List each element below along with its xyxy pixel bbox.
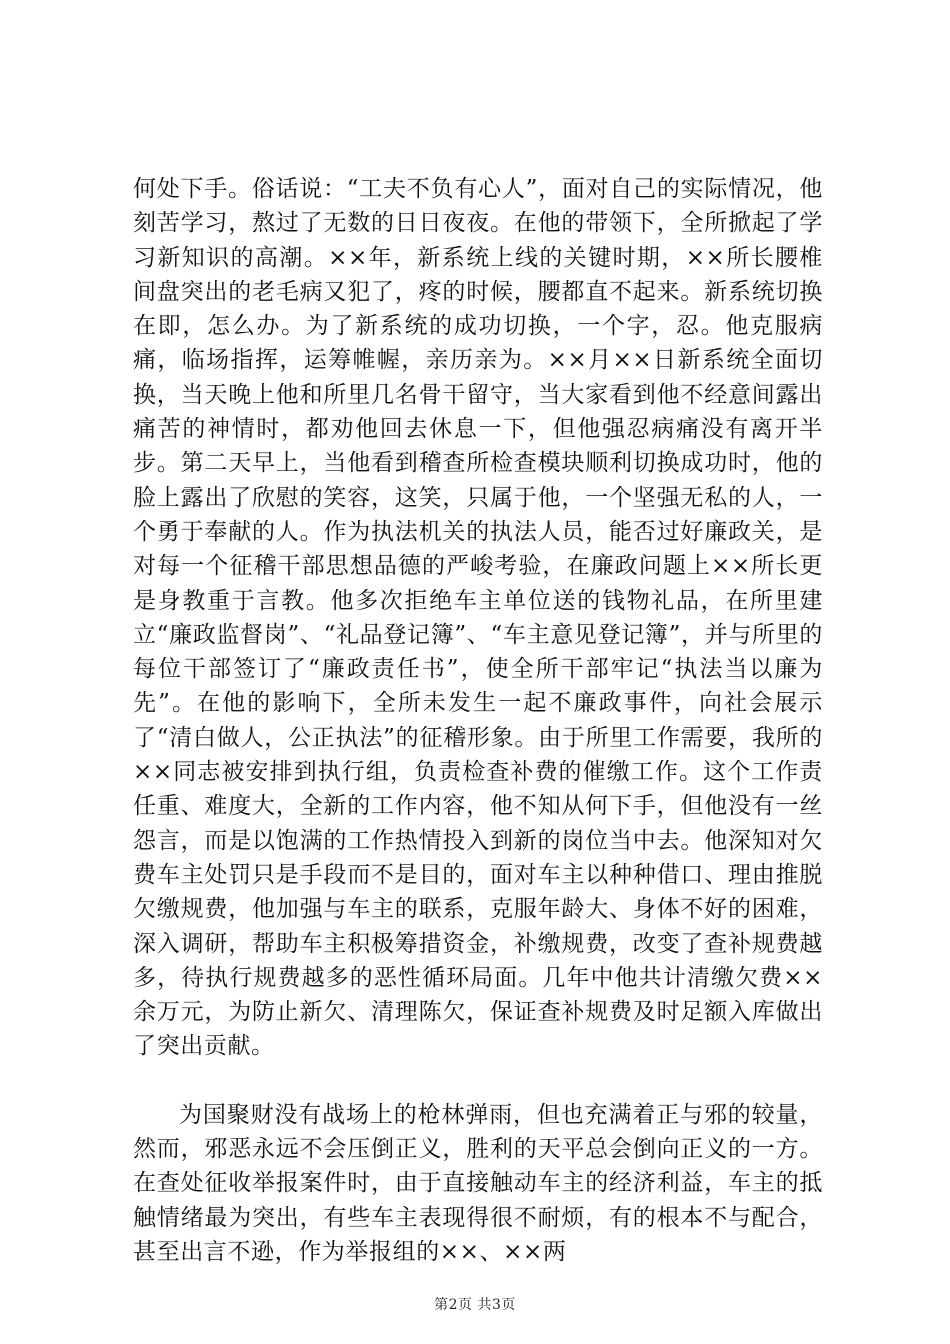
document-body: [133, 172, 823, 1269]
page-footer: [0, 1294, 950, 1314]
paragraph-continued: 何处下手。俗话说：“工夫不负有心人”，面对自己的实际情况，他刻苦学习，熬过了无数的日日夜夜。在他的带领下，全所掀起了学习新知识的高潮。××年，新系统上线的关键时期，××所长腰椎间盘突出的老毛病又犯了，疼的时候，腰都直不起来。新系统切换在即，怎么办。为了新系统的成功切换，一个字，忍。他克服病痛，临场指挥，运筹帷幄，亲历亲为。××月××日新系统全面切换，当天晚上他和所里几名骨干留守，当大家看到他不经意间露出痛苦的神情时，都劝他回去休息一下，但他强忍病痛没有离开半步。第二天早上，当他看到稽查所检查模块顺利切换成功时，他的脸上露出了欣慰的笑容，这笑，只属于他，一个坚强无私的人，一个勇于奉献的人。作为执法机关的执法人员，能否过好廉政关，是对每一个征稽干部思想品德的严峻考验，在廉政问题上××所长更是身教重于言教。他多次拒绝车主单位送的钱物礼品，在所里建立“廉政监督岗”、“礼品登记簿”、“车主意见登记簿”，并与所里的每位干部签订了“廉政责任书”，使全所干部牢记“执法当以廉为先”。在他的影响下，全所未发生一起不廉政事件，向社会展示了“清白做人，公正执法”的征稽形象。由于所里工作需要，我所的××同志被安排到执行组，负责检查补费的催缴工作。这个工作责任重、难度大，全新的工作内容，他不知从何下手，但他没有一丝怨言，而是以饱满的工作热情投入到新的岗位当中去。他深知对欠费车主处罚只是手段而不是目的，面对车主以种种借口、理由推脱欠缴规费，他加强与车主的联系，克服年龄大、身体不好的困难，深入调研，帮助车主积极筹措资金，补缴规费，改变了查补规费越多，待执行规费越多的恶性循环局面。几年中他共计清缴欠费××余万元，为防止新欠、清理陈欠，保证查补规费及时足额入库做出了突出贡献。: [133, 176, 823, 1060]
page-number: 第2页 共3页: [434, 1297, 516, 1313]
paragraph-new: 为国聚财没有战场上的枪林弹雨，但也充满着正与邪的较量，然而，邪恶永远不会压倒正义，胜利的天平总会倒向正义的一方。在查处征收举报案件时，由于直接触动车主的经济利益，车主的抵触情绪最为突出，有些车主表现得很不耐烦，有的根本不与配合，甚至出言不逊，作为举报组的××、××两: [133, 1101, 823, 1265]
